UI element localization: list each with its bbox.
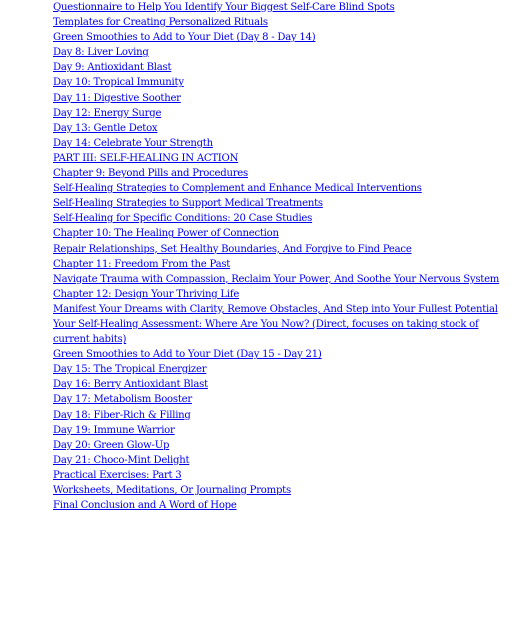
toc-item xyxy=(53,438,503,453)
toc-link[interactable]: Day 21: Choco-Mint Delight xyxy=(53,454,190,466)
toc-link[interactable]: PART III: SELF-HEALING IN ACTION xyxy=(53,152,239,164)
toc-link[interactable]: Repair Relationships, Set Healthy Boundaries, And Forgive to Find Peace xyxy=(53,243,412,255)
toc-link[interactable]: Self-Healing for Specific Conditions: 20 Case Studies xyxy=(53,213,313,225)
toc-item xyxy=(53,121,503,136)
toc-item xyxy=(53,347,503,362)
toc-link[interactable]: Practical Exercises: Part 3 xyxy=(53,469,182,481)
toc-link[interactable]: Chapter 9: Beyond Pills and Procedures xyxy=(53,168,248,180)
toc-item xyxy=(53,377,503,392)
toc-item xyxy=(53,15,503,30)
toc-link[interactable]: Day 10: Tropical Immunity xyxy=(53,77,184,89)
toc-item xyxy=(53,287,503,302)
toc-item xyxy=(53,106,503,121)
toc-item xyxy=(53,30,503,45)
toc-item xyxy=(53,151,503,166)
toc-link[interactable]: Self-Healing Strategies to Support Medical Treatments xyxy=(53,198,323,210)
toc-link[interactable]: Templates for Creating Personalized Rituals xyxy=(53,17,268,29)
toc-link[interactable]: Questionnaire to Help You Identify Your Biggest Self-Care Blind Spots xyxy=(53,2,395,13)
toc-item xyxy=(53,362,503,377)
toc-item xyxy=(53,136,503,151)
toc-link[interactable]: Day 14: Celebrate Your Strength xyxy=(53,137,213,149)
toc-link[interactable]: Final Conclusion and A Word of Hope xyxy=(53,500,237,512)
toc-item xyxy=(53,166,503,181)
toc-item xyxy=(53,272,503,287)
toc-link[interactable]: Manifest Your Dreams with Clarity, Remove Obstacles, And Step into Your Fullest Potential xyxy=(53,303,498,315)
toc-link[interactable]: Day 12: Energy Surge xyxy=(53,107,162,119)
toc-item xyxy=(53,468,503,483)
toc-link[interactable]: Day 20: Green Glow-Up xyxy=(53,439,170,451)
toc-item xyxy=(53,317,503,347)
toc-link[interactable]: Day 17: Metabolism Booster xyxy=(53,394,192,406)
toc-link[interactable]: Day 16: Berry Antioxidant Blast xyxy=(53,379,208,391)
toc-item xyxy=(53,211,503,226)
toc-link[interactable]: Chapter 12: Design Your Thriving Life xyxy=(53,288,240,300)
toc-link[interactable]: Green Smoothies to Add to Your Diet (Day 8 - Day 14) xyxy=(53,32,316,44)
toc-item xyxy=(53,242,503,257)
toc-link[interactable]: Green Smoothies to Add to Your Diet (Day 15 - Day 21) xyxy=(53,349,322,361)
toc-link[interactable]: Worksheets, Meditations, Or Journaling Prompts xyxy=(53,485,291,496)
toc-link[interactable]: Day 15: The Tropical Energizer xyxy=(53,364,207,376)
toc-link[interactable]: Day 13: Gentle Detox xyxy=(53,122,158,134)
toc-item xyxy=(53,453,503,468)
toc-item xyxy=(53,181,503,196)
toc-link[interactable]: Day 19: Immune Warrior xyxy=(53,424,175,436)
toc-item xyxy=(53,257,503,272)
toc-link[interactable]: Day 18: Fiber-Rich & Filling xyxy=(53,409,191,421)
toc-item xyxy=(53,0,503,15)
toc-link[interactable]: Chapter 11: Freedom From the Past xyxy=(53,258,231,270)
toc-item xyxy=(53,60,503,75)
toc-item xyxy=(53,483,503,498)
toc-link[interactable]: Day 9: Antioxidant Blast xyxy=(53,62,172,74)
toc-item xyxy=(53,408,503,423)
toc-item xyxy=(53,302,503,317)
toc-item xyxy=(53,498,503,513)
toc-link[interactable]: Day 8: Liver Loving xyxy=(53,47,149,59)
toc-item xyxy=(53,423,503,438)
toc-link[interactable]: Self-Healing Strategies to Complement and Enhance Medical Interventions xyxy=(53,183,422,195)
toc-item xyxy=(53,91,503,106)
toc-item xyxy=(53,196,503,211)
toc-item xyxy=(53,392,503,407)
table-of-contents xyxy=(53,0,503,513)
toc-link[interactable]: Navigate Trauma with Compassion, Reclaim Your Power, And Soothe Your Nervous System xyxy=(53,273,500,285)
toc-link[interactable]: Day 11: Digestive Soother xyxy=(53,92,181,104)
toc-item xyxy=(53,226,503,241)
toc-item xyxy=(53,45,503,60)
toc-link[interactable]: Chapter 10: The Healing Power of Connection xyxy=(53,228,279,240)
toc-item xyxy=(53,75,503,90)
toc-link[interactable]: Your Self-Healing Assessment: Where Are You Now? (Direct, focuses on taking stock of current habits) xyxy=(53,318,479,346)
